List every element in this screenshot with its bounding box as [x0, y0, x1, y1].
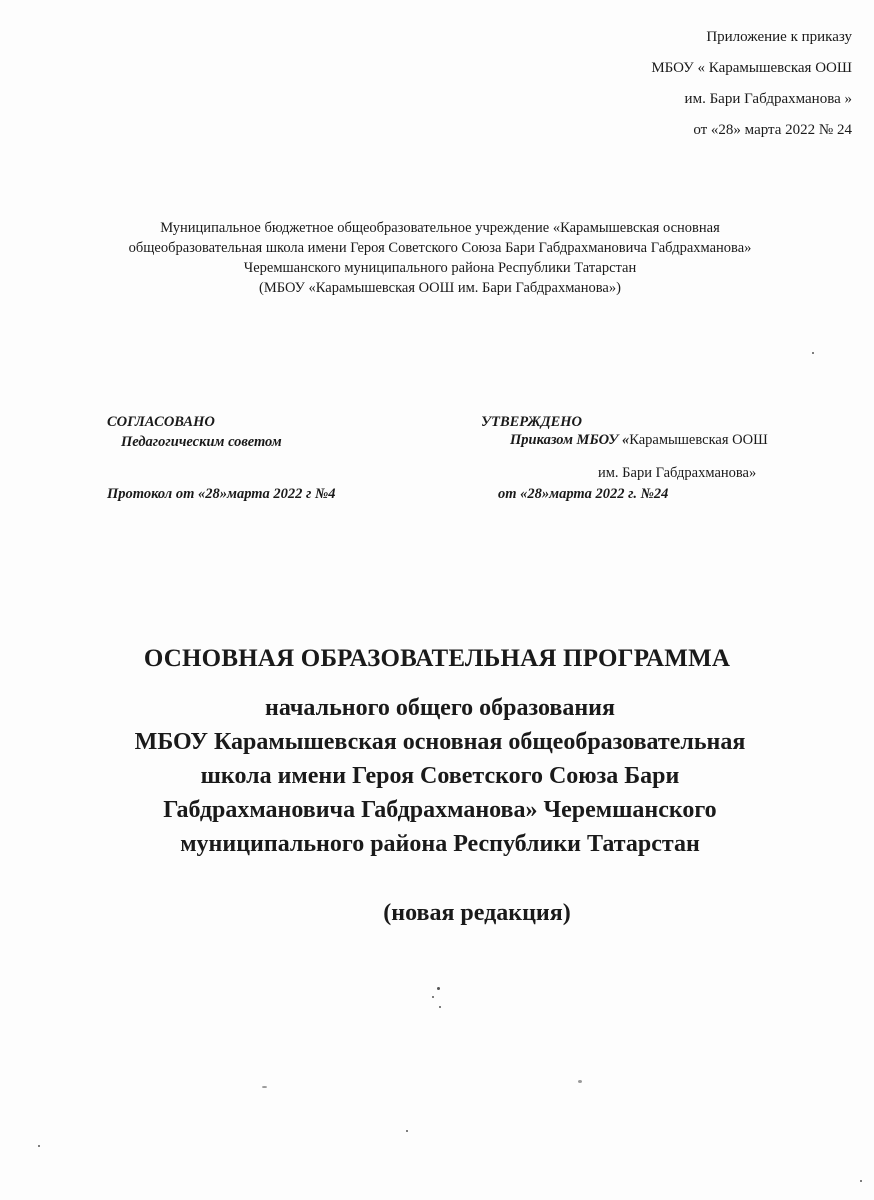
approved-title: УТВЕРЖДЕНО [481, 414, 583, 430]
agreed-protocol: Протокол от «28»марта 2022 г №4 [107, 486, 336, 502]
appendix-line: МБОУ « Карамышевская ООШ [651, 60, 852, 76]
agreed-body: Педагогическим советом [121, 434, 282, 450]
approved-order-date: от «28»марта 2022 г. №24 [498, 486, 669, 502]
appendix-line: им. Бари Габдрахманова » [684, 91, 852, 107]
scan-speck [860, 1180, 862, 1182]
scan-speck [437, 987, 440, 990]
program-subtitle-line: Габдрахмановича Габдрахманова» Черемшанского [163, 797, 717, 823]
scan-speck [38, 1145, 40, 1147]
program-subtitle-line: школа имени Героя Советского Союза Бари [200, 763, 680, 789]
scan-speck [439, 1006, 441, 1008]
scan-speck [812, 352, 814, 354]
institution-line: (МБОУ «Карамышевская ООШ им. Бари Габдрахманова») [259, 280, 621, 296]
institution-line: общеобразовательная школа имени Героя Советского Союза Бари Габдрахмановича Габдрахманова» [128, 240, 752, 256]
agreed-title: СОГЛАСОВАНО [107, 414, 215, 430]
program-title: ОСНОВНАЯ ОБРАЗОВАТЕЛЬНАЯ ПРОГРАММА [143, 645, 731, 672]
edition-label: (новая редакция) [383, 900, 571, 926]
institution-header [60, 218, 820, 298]
appendix-line: Приложение к приказу [706, 29, 852, 45]
scan-speck [406, 1130, 408, 1132]
program-subtitle-line: начального общего образования [265, 695, 615, 721]
scan-speck [262, 1086, 267, 1088]
appendix-line: от «28» марта 2022 № 24 [693, 122, 852, 138]
institution-line: Черемшанского муниципального района Республики Татарстан [243, 260, 637, 276]
program-subtitle-line: муниципального района Республики Татарстан [180, 831, 700, 857]
approved-school-name: им. Бари Габдрахманова» [598, 465, 757, 481]
institution-line: Муниципальное бюджетное общеобразовательное учреждение «Карамышевская основная [160, 220, 720, 236]
approved-order-prefix: Приказом МБОУ « [510, 432, 630, 448]
scan-speck [432, 996, 434, 998]
approved-order-school: Карамышевская ООШ [629, 432, 768, 448]
appendix-block [651, 22, 852, 146]
program-subtitle-line: МБОУ Карамышевская основная общеобразовательная [134, 729, 746, 755]
program-subtitle [20, 691, 860, 861]
scan-speck [578, 1080, 582, 1083]
approved-order-line [510, 432, 768, 449]
